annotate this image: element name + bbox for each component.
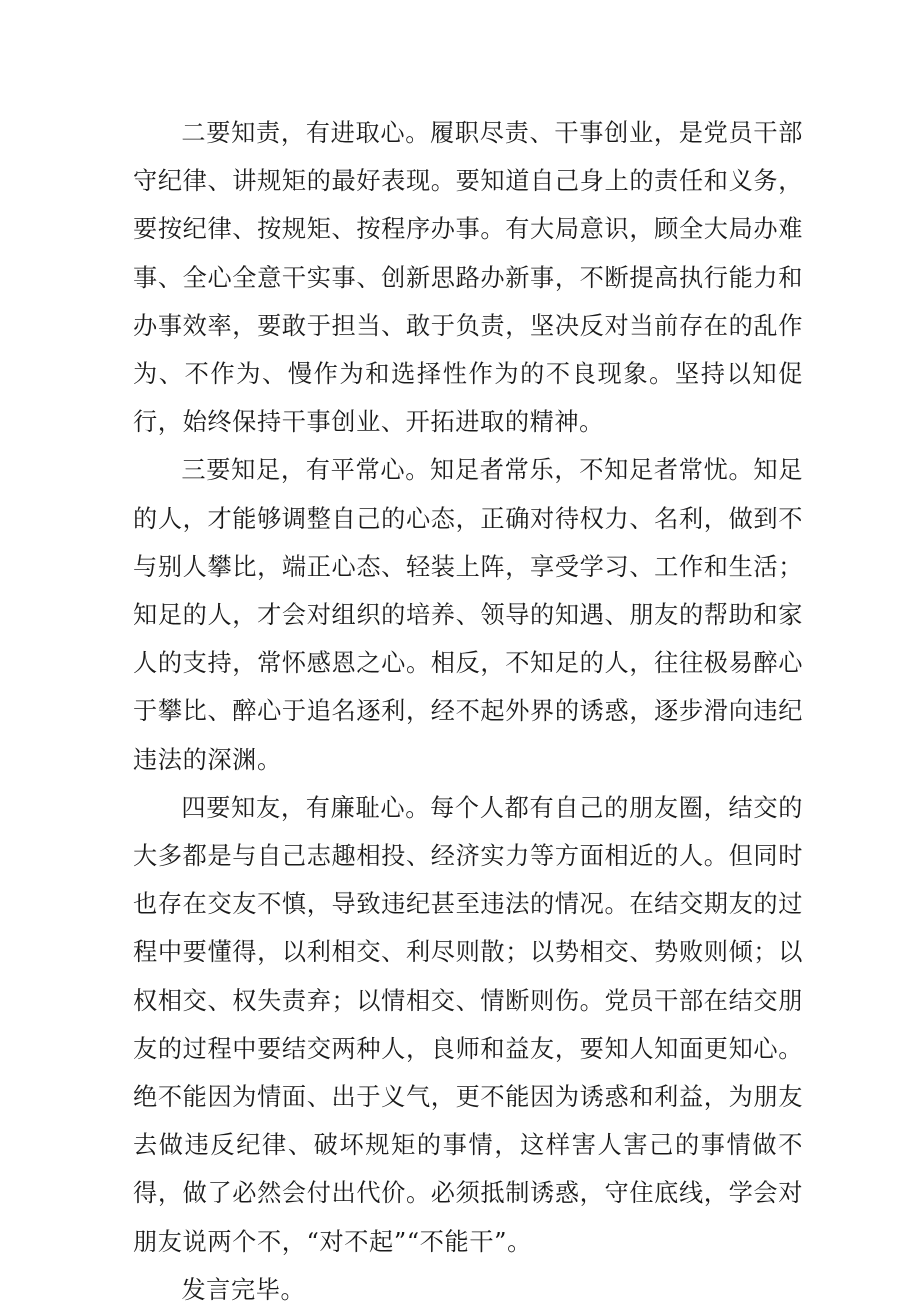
paragraph-zhiyou: 四要知友，有廉耻心。每个人都有自己的朋友圈，结交的大多都是与自己志趣相投、经济实力等方面相近的人。但同时也存在交友不慎，导致违纪甚至违法的情况。在结交期友的过程中要懂得，以利相交、利尽则散；以势相交、势败则倾；以权相交、权失责弃；以情相交、情断则伤。党员干部在结交朋友的过程中要结交两种人，良师和益友，要知人知面更知心。绝不能因为情面、出于义气，更不能因为诱惑和利益，为朋友去做违反纪律、破坏规矩的事情，这样害人害己的事情做不得，做了必然会付出代价。必须抵制诱惑，守住底线，学会对朋友说两个不，“对不起”“不能干”。 (133, 793, 803, 1256)
paragraph-zhize: 二要知责，有进取心。履职尽责、干事创业，是党员干部守纪律、讲规矩的最好表现。要知道自己身上的责任和义务，要按纪律、按规矩、按程序办事。有大局意识，顾全大局办难事、全心全意干实事、创新思路办新事，不断提高执行能力和办事效率，要敢于担当、敢于负责，坚决反对当前存在的乱作为、不作为、慢作为和选择性作为的不良现象。坚持以知促行，始终保持干事创业、开拓进取的精神。 (133, 119, 803, 437)
document-body (133, 109, 803, 1314)
paragraph-closing: 发言完毕。 (181, 1275, 306, 1304)
paragraph-zhizu: 三要知足，有平常心。知足者常乐，不知足者常忧。知足的人，才能够调整自己的心态，正确对待权力、名利，做到不与别人攀比，端正心态、轻装上阵，享受学习、工作和生活；知足的人，才会对组织的培养、领导的知遇、朋友的帮助和家人的支持，常怀感恩之心。相反，不知足的人，往往极易醉心于攀比、醉心于追名逐利，经不起外界的诱惑，逐步滑向违纪违法的深渊。 (133, 456, 803, 774)
